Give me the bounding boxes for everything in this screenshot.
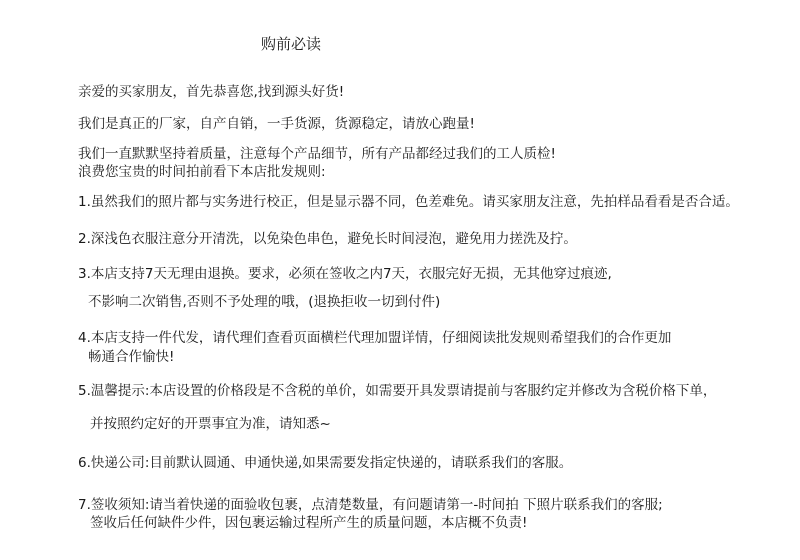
rule-7-continued: 签收后任何缺件少件，因包裹运输过程所产生的质量问题，本店概不负责!: [90, 515, 528, 531]
rule-7: 7.签收须知:请当着快递的面验收包裹，点清楚数量，有问题请第一-时间拍 下照片联系我们的客服;: [78, 497, 663, 513]
rule-6: 6.快递公司:目前默认圆通、申通快递,如果需要发指定快递的，请联系我们的客服。: [78, 455, 573, 471]
rule-3-continued: 不影响二次销售,否则不予处理的哦，(退换拒收一切到付件): [88, 294, 441, 310]
rule-3: 3.本店支持7天无理由退换。要求，必须在签收之内7天，衣服完好无损，无其他穿过痕迹,: [78, 266, 612, 282]
rule-5-continued: 并按照约定好的开票事宜为准，请知悉~: [90, 416, 331, 432]
greeting-text: 亲爱的买家朋友，首先恭喜您,找到源头好货!: [78, 84, 345, 100]
rule-1: 1.虽然我们的照片都与实务进行校正，但是显示器不同，色差难免。请买家朋友注意，先拍样品看看是否合适。: [78, 194, 739, 210]
quality-text: 我们一直默默坚持着质量，注意每个产品细节，所有产品都经过我们的工人质检!: [78, 146, 556, 162]
intro-text: 我们是真正的厂家，自产自销，一手货源，货源稳定，请放心跑量!: [78, 116, 475, 132]
page-title: 购前必读: [261, 35, 322, 53]
rule-2: 2.深浅色衣服注意分开清洗，以免染色串色，避免长时间浸泡，避免用力搓洗及拧。: [78, 231, 577, 247]
rules-lead-text: 浪费您宝贵的时间拍前看下本店批发规则:: [78, 164, 326, 180]
rule-5: 5.温馨提示:本店设置的价格段是不含税的单价，如需要开具发票请提前与客服约定并修改为含税价格下单，: [78, 383, 717, 399]
rule-4: 4.本店支持一件代发，请代理们查看页面横栏代理加盟详情，仔细阅读批发规则希望我们的合作更加: [78, 330, 672, 346]
rule-4-continued: 畅通合作愉快!: [88, 349, 175, 365]
